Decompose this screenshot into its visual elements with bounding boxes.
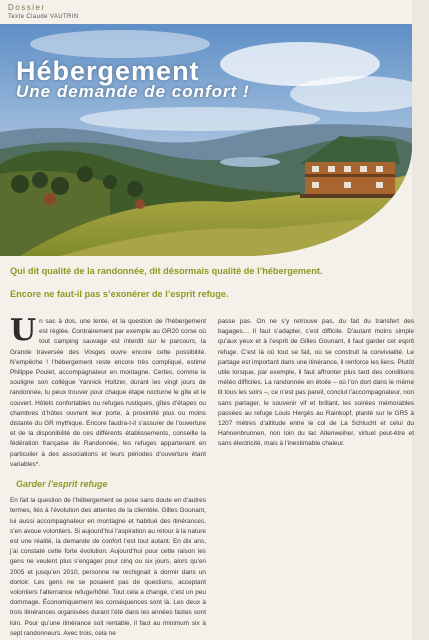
author-byline: Texte Claude VAUTRIN [8, 14, 79, 20]
page-edge-strip [412, 0, 429, 640]
intro-paragraph-text: n sac à dos, une tente, et la question de l’hébergement est réglée. Contrairement par exemple au GR20 corse où tout camping sauvage est interdit sur le parcours, la Grande traversée des Vosges ouvre encore cette possibilité. N’empêche ! l’hébergement reste encore très compliqué, estime Philippe Poulet, accompagnateur en montagne. Certes, comme le souligne son collègue Yannick Holtzer, durant les vingt jours de randonnée, tu peux trouver pour chaque étape nocturne le gîte et le couvert. Hôtels confortables ou refuges rustiques, gîtes d’étapes ou chambres d’hôtes ouvrent leur porte, à proximité plus ou moins distante du GR mythique. Encore faudra-t-il s’assurer de l’ouverture et de la disponibilité de ces différents établissements, conseille la fédération française de Randonnée, les refuges appartenant en particulier à des associations et leurs périodes d’ouverture étant variables*. [10, 318, 206, 468]
section-rubric: Dossier [8, 3, 46, 12]
body-paragraph-2: En fait la question de l’hébergement se pose sans doute en d’autres termes, liés à l’évolution des attentes de la clientèle. Gilles Gounant, lui aussi accompagnateur en montagne et habitué des itinérances, s’en avoue volontiers. Si aujourd’hui l’aspiration au retour à la nature est une réalité, la demande de confort l’est tout autant. En dix ans, j’ai constaté cette forte évolution. Aujourd’hui pour cette raison les gens ne veulent plus s’engager pour cinq ou six jours, alors qu’en 2005 et jusqu’en 2010, personne ne rechignait à dormir dans un dortoir. Les gens ne se posaient pas de questions, acceptant volontiers l’alternance refuge/hôtel. Tout cela a changé, c’est un peu dommage. Économiquement les conséquences sont là. Les deux à trois itinérances organisées durant l’été dans les années fastes sont loin. Pour qu’une itinérance soit rentable, il faut au minimum six à sept randonneurs. Avec trois, cela ne [10, 497, 206, 637]
article-column-right [218, 317, 414, 450]
article-title: Hébergement [16, 56, 200, 86]
section-subheading: Garder l’esprit refuge [16, 479, 108, 490]
article-subtitle: Une demande de confort ! [16, 82, 250, 101]
intro-paragraph [10, 313, 206, 470]
lead-line-2: Encore ne faut-il pas s’exonérer de l’esprit refuge. [10, 289, 229, 299]
lead-line-1: Qui dit qualité de la randonnée, dit désormais qualité de l’hébergement. [10, 266, 323, 276]
article-column-left [10, 313, 206, 639]
body-paragraph-3: passe pas. On ne s’y retrouve pas, du fait du transfert des bagages… Il faut s’adapter, c’est difficile. D’autant moins simple qu’aux yeux et à l’esprit de Gilles Gounant, il faut garder cet esprit refuge. C’est là où tout se fait, où se construit la convivialité. Le partage est important dans une itinérance, il renforce les liens. Plutôt utile lorsque, par exemple, il faut affronter plus tard des conditions météo difficiles. La randonnée en étoile – où l’on dort dans le même lit tous les soirs –, ce n’est pas pareil, conclut l’accompagnateur, non sans partager, le souvenir vif et brillant, les soirées mémorables passées au refuge Louis Hergès au Rainkopf, planté sur le GR5 à 1207 mètres d’altitude entre le col de La Schlucht et celui du Hahnenbrunnen, non loin du lac Altenweiher, virtuel peut-être et sans électricité, mais à l’inestimable chaleur. [218, 318, 414, 448]
drop-cap: U [10, 313, 37, 348]
